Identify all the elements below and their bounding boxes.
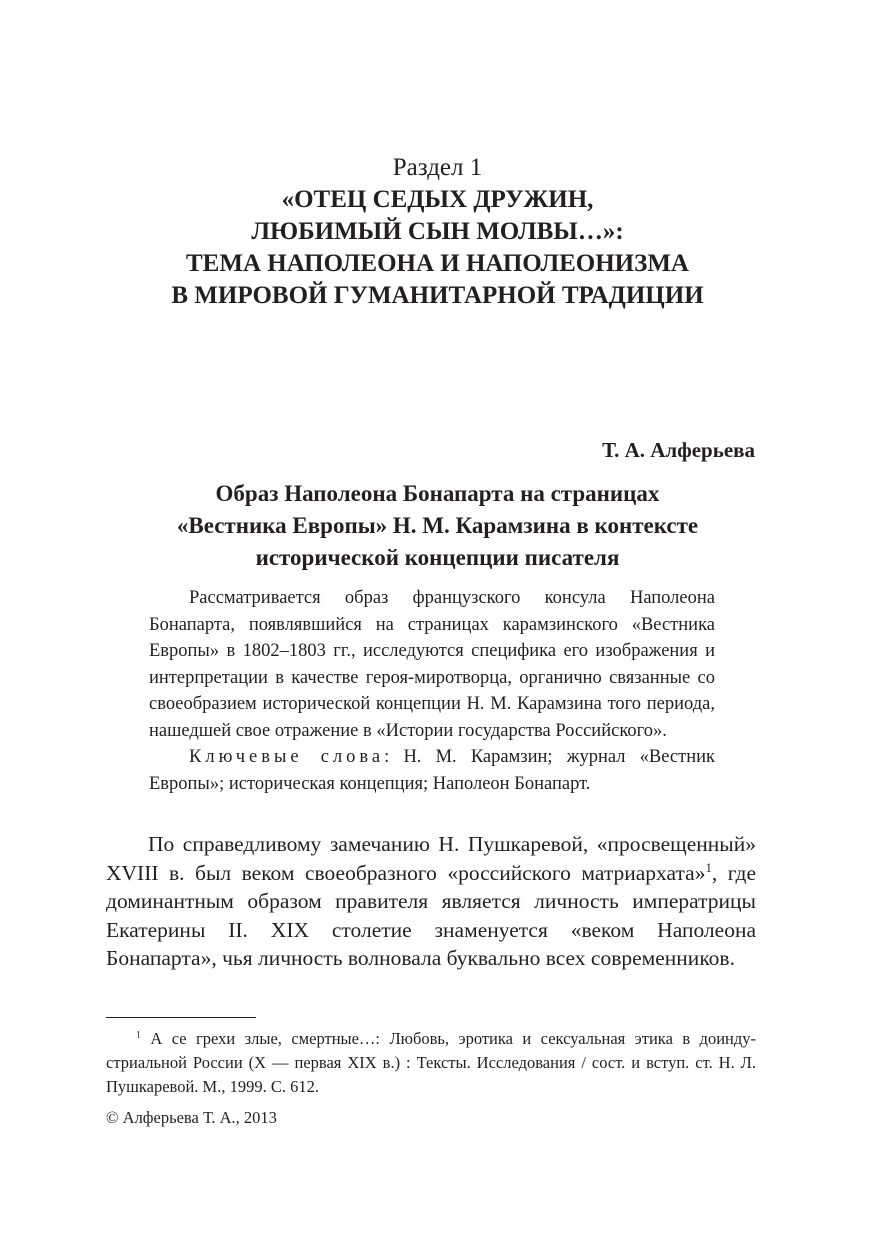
section-title-line-2: ЛЮБИМЫЙ СЫН МОЛВЫ…»:	[251, 218, 624, 245]
keywords-paragraph	[149, 744, 715, 797]
article-author: Т. А. Алферьева	[602, 438, 755, 462]
body-text	[106, 830, 756, 973]
section-title-line-4: В МИРОВОЙ ГУМАНИТАРНОЙ ТРАДИЦИИ	[171, 282, 704, 309]
footnote-number: 1	[136, 1029, 141, 1041]
body-text-part-2: , где доминантным образом правителя является личность императрицы Екатерины II. XIX столетие знаменуется «веком Наполеона Бонапарта», чья личность волновала буквально всех современников.	[106, 860, 756, 970]
abstract-text: Рассматривается образ французского консула Наполеона Бонапарта, появлявшийся на страницах карамзинского «Вестника Европы» в 1802–1803 гг., исследуются специфика его изображения и интерпретации в качестве героя-миротворца, органично связанные со своеобразием исторической концепции Н. М. Карамзина того периода, нашедшей свое отражение в «Истории государства Российского».	[149, 588, 715, 741]
section-title-line-1: «ОТЕЦ СЕДЫХ ДРУЖИН,	[281, 186, 594, 213]
keywords-label: Ключевые слова	[189, 747, 385, 767]
footnote	[106, 1027, 756, 1099]
article-title	[100, 478, 775, 574]
footnote-divider	[106, 1017, 256, 1018]
copyright-notice: © Алферьева Т. А., 2013	[106, 1108, 277, 1127]
body-paragraph	[106, 830, 756, 973]
body-text-part-1: По справедливому замечанию Н. Пушкаревой, «просвещенный» XVIII в. был веком своеобразного «российского матриархата»	[106, 832, 756, 885]
footnote-reference: 1	[705, 860, 712, 875]
section-label: Раздел 1	[392, 154, 483, 181]
article-title-line-2: «Вестника Европы» Н. М. Карамзина в контексте	[176, 513, 699, 538]
keywords-list: : Н. М. Карамзин; журнал «Вестник Европы»; историческая концепция; Наполеон Бонапарт.	[149, 747, 715, 794]
article-title-line-3: исторической концепции писателя	[255, 545, 620, 570]
footnote-text: А се грехи злые, смертные…: Любовь, эротика и сексуальная этика в доиндустриальной России (X — первая XIX в.) : Тексты. Исследования / сост. и вступ. ст. Н. Л. Пушкаревой. М., 1999. С. 612.	[106, 1029, 756, 1096]
section-header	[100, 152, 775, 312]
section-title-line-3: ТЕМА НАПОЛЕОНА И НАПОЛЕОНИЗМА	[186, 250, 689, 277]
abstract	[149, 585, 715, 797]
footnote-paragraph	[106, 1027, 756, 1099]
article-title-line-1: Образ Наполеона Бонапарта на страницах	[215, 481, 660, 506]
